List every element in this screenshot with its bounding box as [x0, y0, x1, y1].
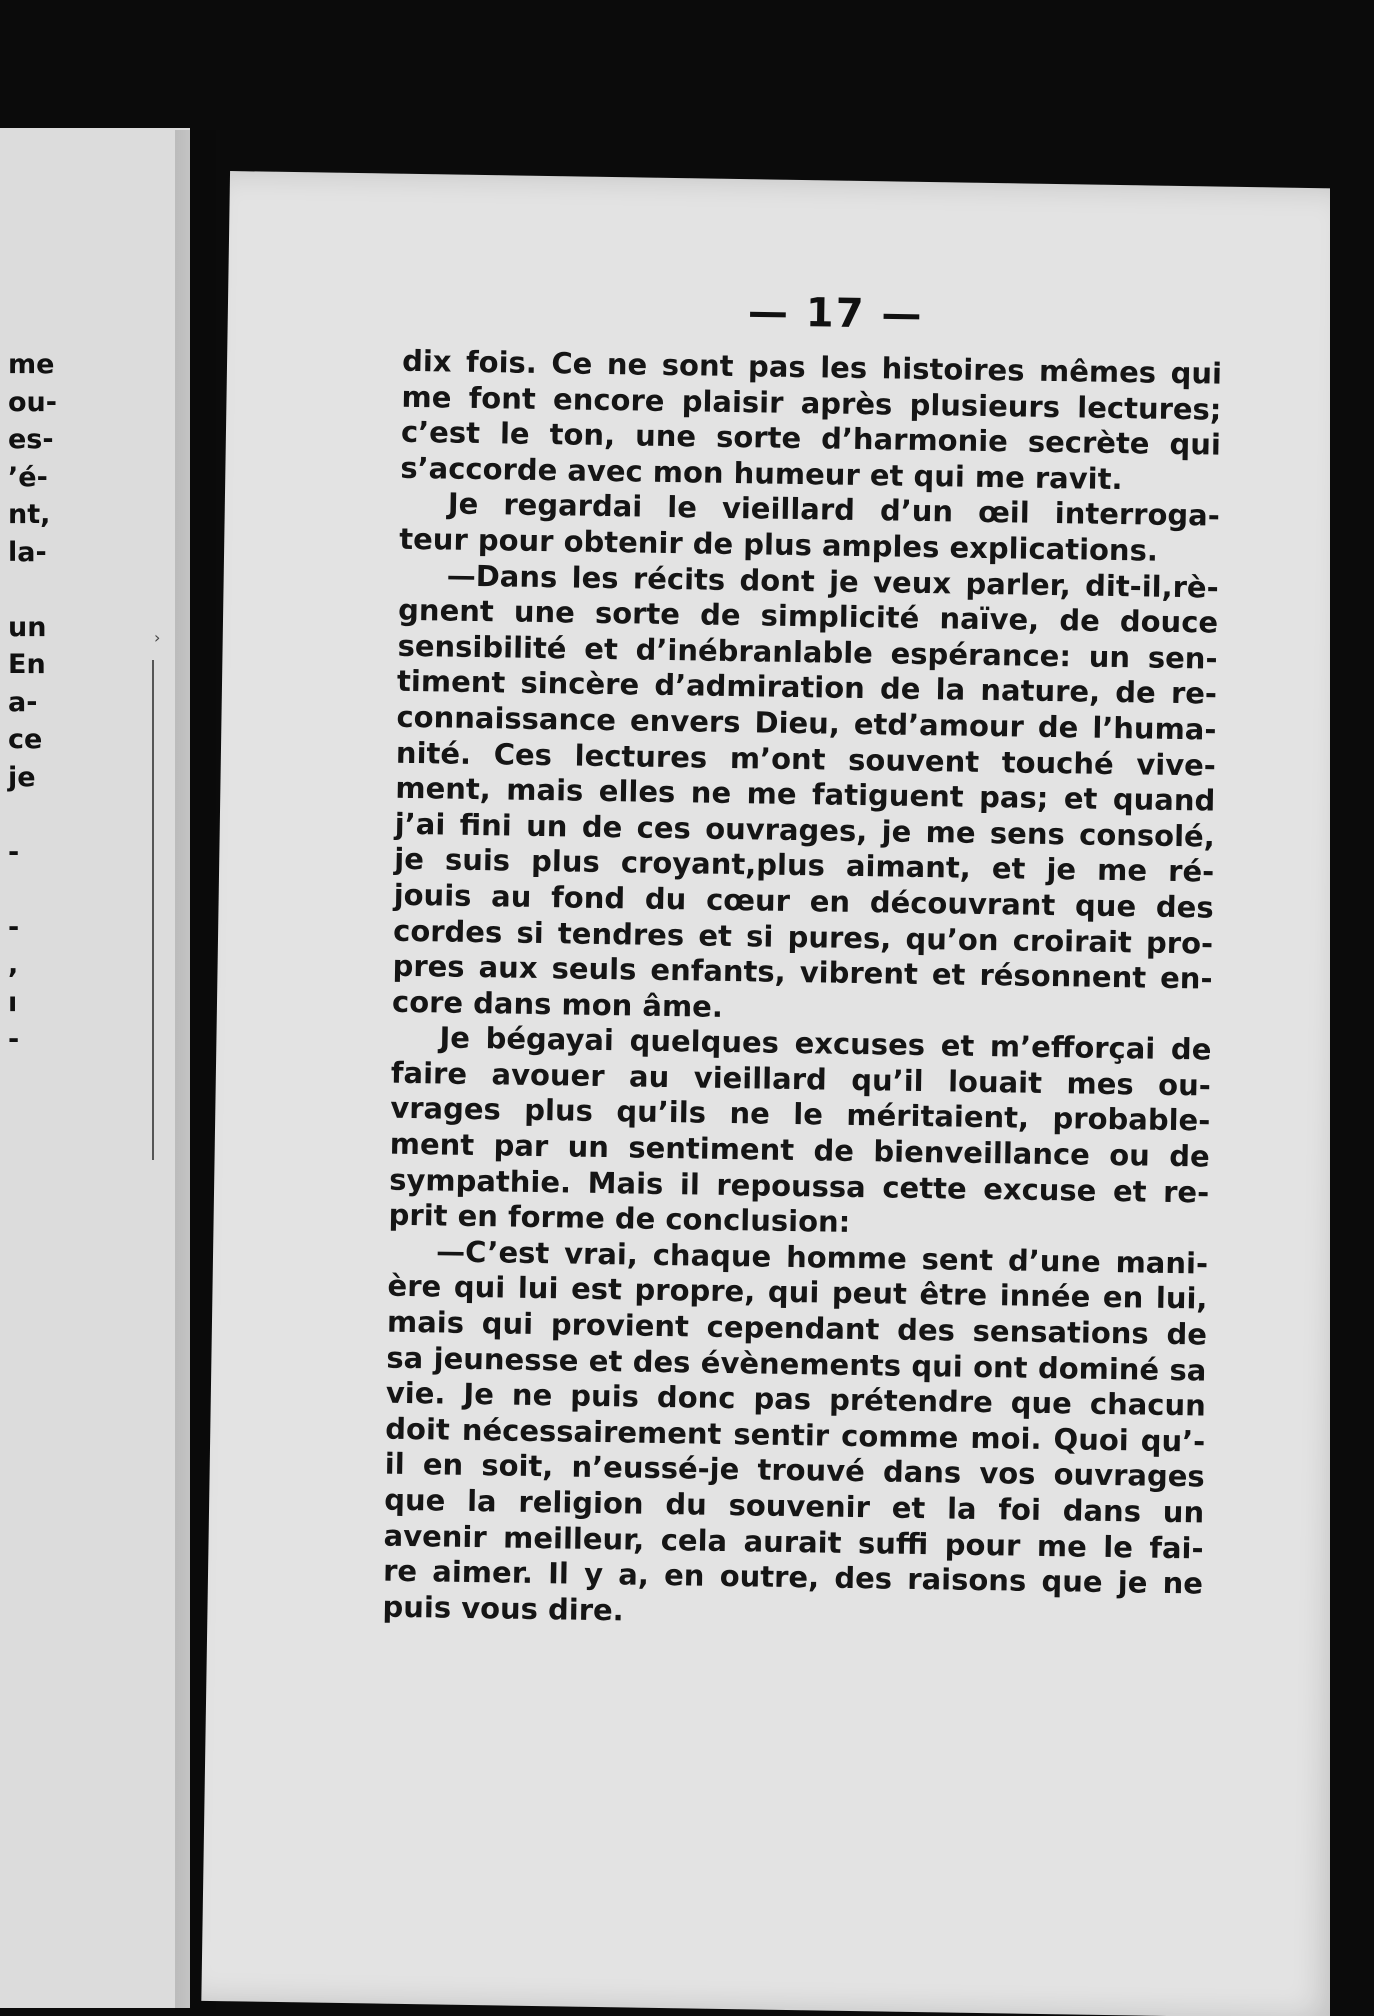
left-page-fragment: un	[8, 611, 47, 643]
left-page-fragment	[8, 796, 57, 834]
text-line: c’est le ton, une sorte d’harmonie secrète qui	[400, 414, 1222, 462]
left-page-fragment: ’é-	[8, 461, 48, 493]
page-number: — 17 —	[747, 289, 924, 338]
left-page-fragment: -	[8, 836, 20, 868]
text-line: sa jeunesse et des évènements qui ont dominé sa	[386, 1340, 1207, 1388]
left-page-fragment: ,	[8, 949, 19, 980]
text-line: re aimer. Il y a, en outre, des raisons que je ne	[382, 1553, 1204, 1601]
left-page-fragment: me	[8, 349, 55, 380]
body-text	[382, 344, 1222, 1638]
text-line: sympathie. Mais il repoussa cette excuse et re-	[388, 1162, 1210, 1210]
text-line: core dans mon âme.	[391, 984, 724, 1024]
left-page-fragment: je	[8, 761, 36, 793]
text-line: mais qui provient cependant des sensations de	[386, 1304, 1208, 1352]
left-page-fragments	[8, 346, 57, 1059]
left-page-fragment: a-	[8, 686, 38, 718]
text-line: cordes si tendres et si pures, qu’on croirait pro-	[392, 913, 1214, 961]
left-page-fragment: ou-	[8, 386, 57, 418]
left-page-fragment: la-	[8, 536, 47, 568]
text-line: vie. Je ne puis donc pas prétendre que chacun	[385, 1375, 1207, 1423]
text-line: nité. Ces lectures m’ont souvent touché vive-	[395, 735, 1217, 783]
text-line: Je regardai le vieillard d’un œil interroga-	[447, 486, 1221, 534]
left-page-fragment: En	[8, 649, 46, 680]
text-line: —C’est vrai, chaque homme sent d’une mani-	[435, 1234, 1209, 1281]
left-page-fragment: -	[8, 1024, 20, 1055]
left-page-fragment: nt,	[8, 499, 51, 530]
text-line: ère qui lui est propre, qui peut être innée en lui,	[387, 1269, 1208, 1316]
left-page	[0, 128, 190, 2008]
text-line: me font encore plaisir après plusieurs lectures;	[401, 379, 1222, 427]
text-line: que la religion du souvenir et la foi dans un	[383, 1482, 1205, 1530]
left-page-fragment: -	[8, 911, 20, 943]
text-line: ment par un sentiment de bienveillance ou de	[389, 1126, 1210, 1174]
left-page-fragment	[8, 571, 57, 609]
left-page-fragment: ı	[8, 986, 18, 1018]
text-line: teur pour obtenir de plus amples explications.	[399, 521, 1159, 568]
text-line: ment, mais elles ne me fatiguent pas; et quand	[395, 770, 1216, 818]
left-page-fragment: es-	[8, 424, 54, 455]
text-line: —Dans les récits dont je veux parler, dit-il,rè-	[446, 558, 1219, 605]
text-line: avenir meilleur, cela aurait suffi pour me le fai-	[383, 1518, 1204, 1566]
text-line: j’ai fini un de ces ouvrages, je me sens consolé,	[394, 806, 1216, 854]
text-line: sensibilité et d’inébranlable espérance: un sen-	[397, 628, 1218, 676]
left-page-fragment: ce	[8, 724, 43, 755]
text-line: timent sincère d’admiration de la nature, de re-	[396, 664, 1218, 711]
text-line: Je bégayai quelques excuses et m’efforçai de	[439, 1020, 1212, 1067]
margin-line	[152, 660, 154, 1160]
main-page	[201, 171, 1370, 2016]
text-line: s’accorde avec mon humeur et qui me ravit.	[400, 450, 1123, 496]
text-line: dix fois. Ce ne sont pas les histoires mêmes qui	[401, 343, 1223, 391]
right-margin-scan-edge	[1330, 180, 1374, 2016]
text-line: doit nécessairement sentir comme moi. Quoi qu’-	[385, 1411, 1206, 1459]
text-line: prit en forme de conclusion:	[388, 1197, 851, 1240]
text-line: il en soit, n’eussé-je trouvé dans vos ouvrages	[384, 1447, 1205, 1494]
margin-arrow-icon: ›	[154, 628, 161, 647]
text-line: je suis plus croyant,plus aimant, et je me ré-	[394, 842, 1215, 889]
text-line: jouis au fond du cœur en découvrant que des	[393, 877, 1214, 925]
text-line: puis vous dire.	[382, 1589, 624, 1628]
text-line: gnent une sorte de simplicité naïve, de douce	[397, 592, 1219, 640]
left-page-fragment	[8, 871, 57, 909]
text-line: faire avouer au vieillard qu’il louait mes ou-	[390, 1055, 1212, 1103]
text-line: connaissance envers Dieu, etd’amour de l’huma-	[396, 699, 1217, 747]
text-line: pres aux seuls enfants, vibrent et résonnent en-	[392, 948, 1213, 996]
text-line: vrages plus qu’ils ne le méritaient, probable-	[390, 1091, 1211, 1139]
